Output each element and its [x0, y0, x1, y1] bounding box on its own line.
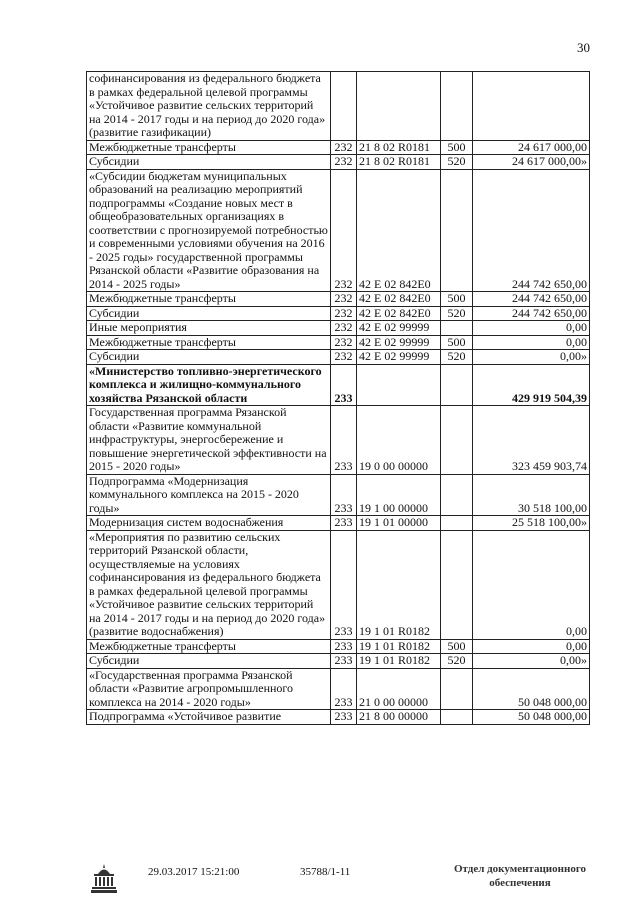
- row-csr-cell: 19 1 01 R0182: [357, 654, 441, 669]
- row-code-cell: 232: [331, 140, 357, 155]
- row-csr-cell: 42 Е 02 99999: [357, 350, 441, 365]
- row-amount-cell: 50 048 000,00: [473, 710, 590, 725]
- row-vr-cell: 500: [441, 292, 473, 307]
- row-name-cell: «Мероприятия по развитию сельских территорий Рязанской области, осуществляемые на условиях софинансирования из федерального бюджета в рамках федеральной целевой программы «Устойчивое развитие сельских территорий на 2014 - 2017 годы и на период до 2020 года» (развитие водоснабжения): [87, 530, 331, 639]
- row-csr-cell: 19 1 00 00000: [357, 474, 441, 516]
- table-row: [87, 321, 590, 336]
- row-amount-cell: 244 742 650,00: [473, 306, 590, 321]
- row-vr-cell: 520: [441, 306, 473, 321]
- row-vr-cell: 500: [441, 639, 473, 654]
- row-name-cell: Межбюджетные трансферты: [87, 335, 331, 350]
- table-row: [87, 639, 590, 654]
- row-amount-cell: 24 617 000,00: [473, 140, 590, 155]
- row-vr-cell: [441, 72, 473, 141]
- row-vr-cell: [441, 169, 473, 292]
- row-code-cell: 233: [331, 530, 357, 639]
- row-amount-cell: 429 919 504,39: [473, 364, 590, 406]
- row-csr-cell: 21 8 00 00000: [357, 710, 441, 725]
- footer-doc-number: 35788/1-11: [300, 866, 351, 878]
- row-name-cell: Модернизация систем водоснабжения: [87, 516, 331, 531]
- row-name-cell: «Государственная программа Рязанской области «Развитие агропромышленного комплекса на 2014 - 2020 годы»: [87, 668, 331, 710]
- row-name-cell: Субсидии: [87, 350, 331, 365]
- table-row: [87, 530, 590, 639]
- row-code-cell: 232: [331, 321, 357, 336]
- row-amount-cell: 0,00: [473, 321, 590, 336]
- row-amount-cell: 24 617 000,00»: [473, 155, 590, 170]
- row-csr-cell: 21 0 00 00000: [357, 668, 441, 710]
- row-name-cell: Государственная программа Рязанской области «Развитие коммунальной инфраструктуры, энергосбережение и повышение энергетической эффективности на 2015 - 2020 годы»: [87, 406, 331, 475]
- row-vr-cell: [441, 516, 473, 531]
- row-csr-cell: 42 Е 02 99999: [357, 321, 441, 336]
- row-name-cell: Подпрограмма «Модернизация коммунального комплекса на 2015 - 2020 годы»: [87, 474, 331, 516]
- row-name-cell: «Субсидии бюджетам муниципальных образований на реализацию мероприятий подпрограммы «Создание новых мест в общеобразовательных организациях в соответствии с прогнозируемой потребностью и современными условиями обучения на 2016 - 2025 годы» государственной программы Рязанской области «Развитие образования на 2014 - 2025 годы»: [87, 169, 331, 292]
- row-code-cell: 232: [331, 155, 357, 170]
- table-row: [87, 654, 590, 669]
- row-amount-cell: 30 518 100,00: [473, 474, 590, 516]
- row-vr-cell: 500: [441, 335, 473, 350]
- row-csr-cell: 21 8 02 R0181: [357, 155, 441, 170]
- row-amount-cell: 0,00»: [473, 350, 590, 365]
- table-row: [87, 710, 590, 725]
- row-amount-cell: 244 742 650,00: [473, 292, 590, 307]
- row-amount-cell: 25 518 100,00»: [473, 516, 590, 531]
- table-row: [87, 668, 590, 710]
- row-code-cell: 233: [331, 668, 357, 710]
- row-vr-cell: 520: [441, 350, 473, 365]
- table-row: [87, 169, 590, 292]
- duma-building-icon: [88, 862, 120, 894]
- row-name-cell: Субсидии: [87, 306, 331, 321]
- row-amount-cell: 323 459 903,74: [473, 406, 590, 475]
- row-amount-cell: [473, 72, 590, 141]
- table-row: [87, 364, 590, 406]
- footer: [0, 862, 640, 902]
- row-name-cell: Субсидии: [87, 155, 331, 170]
- row-name-cell: Межбюджетные трансферты: [87, 292, 331, 307]
- row-vr-cell: 520: [441, 654, 473, 669]
- row-code-cell: 232: [331, 306, 357, 321]
- row-csr-cell: 42 Е 02 99999: [357, 335, 441, 350]
- row-code-cell: 233: [331, 406, 357, 475]
- row-vr-cell: [441, 321, 473, 336]
- table-row: [87, 155, 590, 170]
- row-name-cell: софинансирования из федерального бюджета в рамках федеральной целевой программы «Устойчивое развитие сельских территорий на 2014 - 2017 годы и на период до 2020 года» (развитие газификации): [87, 72, 331, 141]
- row-name-cell: Подпрограмма «Устойчивое развитие: [87, 710, 331, 725]
- row-amount-cell: 0,00: [473, 639, 590, 654]
- footer-date: 29.03.2017 15:21:00: [148, 866, 240, 878]
- row-vr-cell: [441, 710, 473, 725]
- row-code-cell: 233: [331, 654, 357, 669]
- table-row: [87, 350, 590, 365]
- table-row: [87, 292, 590, 307]
- table-row: [87, 406, 590, 475]
- table-row: [87, 335, 590, 350]
- table-row: [87, 306, 590, 321]
- row-csr-cell: 42 Е 02 842Е0: [357, 292, 441, 307]
- row-code-cell: 233: [331, 710, 357, 725]
- row-code-cell: 233: [331, 639, 357, 654]
- table-row: [87, 516, 590, 531]
- row-csr-cell: 19 1 01 R0182: [357, 530, 441, 639]
- row-code-cell: 232: [331, 335, 357, 350]
- row-vr-cell: 500: [441, 140, 473, 155]
- row-name-cell: Иные мероприятия: [87, 321, 331, 336]
- row-code-cell: 233: [331, 364, 357, 406]
- row-amount-cell: 0,00»: [473, 654, 590, 669]
- row-csr-cell: [357, 364, 441, 406]
- row-name-cell: «Министерство топливно-энергетического комплекса и жилищно-коммунального хозяйства Рязанской области: [87, 364, 331, 406]
- row-code-cell: 232: [331, 169, 357, 292]
- row-vr-cell: [441, 406, 473, 475]
- row-csr-cell: 21 8 02 R0181: [357, 140, 441, 155]
- row-csr-cell: 42 Е 02 842Е0: [357, 169, 441, 292]
- row-vr-cell: 520: [441, 155, 473, 170]
- row-amount-cell: 0,00: [473, 530, 590, 639]
- page-number: 30: [577, 40, 590, 55]
- row-name-cell: Субсидии: [87, 654, 331, 669]
- row-code-cell: 233: [331, 474, 357, 516]
- row-amount-cell: 0,00: [473, 335, 590, 350]
- row-code-cell: [331, 72, 357, 141]
- row-code-cell: 233: [331, 516, 357, 531]
- table-row: [87, 140, 590, 155]
- row-amount-cell: 50 048 000,00: [473, 668, 590, 710]
- row-vr-cell: [441, 668, 473, 710]
- footer-department: Отдел документационного обеспечения: [453, 863, 587, 889]
- row-csr-cell: 19 0 00 00000: [357, 406, 441, 475]
- row-code-cell: 232: [331, 292, 357, 307]
- row-csr-cell: 19 1 01 00000: [357, 516, 441, 531]
- budget-table: [86, 71, 590, 725]
- row-name-cell: Межбюджетные трансферты: [87, 639, 331, 654]
- row-csr-cell: 42 Е 02 842Е0: [357, 306, 441, 321]
- table-row: [87, 72, 590, 141]
- row-amount-cell: 244 742 650,00: [473, 169, 590, 292]
- table-row: [87, 474, 590, 516]
- row-name-cell: Межбюджетные трансферты: [87, 140, 331, 155]
- row-code-cell: 232: [331, 350, 357, 365]
- row-csr-cell: 19 1 01 R0182: [357, 639, 441, 654]
- row-vr-cell: [441, 364, 473, 406]
- row-vr-cell: [441, 530, 473, 639]
- row-csr-cell: [357, 72, 441, 141]
- row-vr-cell: [441, 474, 473, 516]
